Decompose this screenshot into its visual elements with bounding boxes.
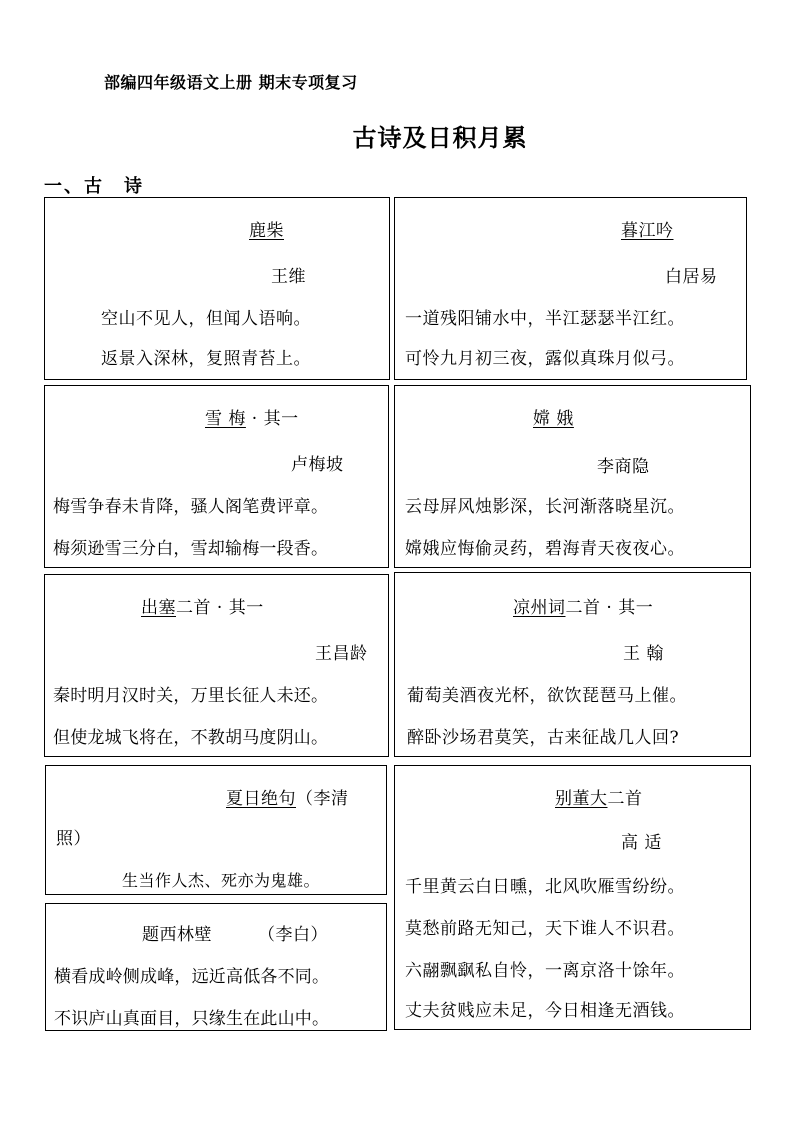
poem-box-liang-zhou-ci <box>394 572 751 757</box>
poem-line: 丈夫贫贱应未足，今日相逢无酒钱。 <box>405 1001 685 1021</box>
poem-line: 空山不见人，但闻人语响。 <box>101 309 311 329</box>
poem-line: 一道残阳铺水中，半江瑟瑟半江红。 <box>405 309 685 329</box>
poem-title-rest: （李清 <box>296 789 349 809</box>
poem-author: 高 适 <box>621 833 662 853</box>
poem-author: 卢梅坡 <box>291 455 344 475</box>
poem-line: 云母屏风烛影深，长河渐落晓星沉。 <box>405 497 685 517</box>
poem-title: 暮江吟 <box>621 221 674 241</box>
poem-box-mu-jiang-yin <box>394 197 747 380</box>
poem-title-main: 凉州词 <box>513 598 566 618</box>
poem-line: 返景入深林，复照青苔上。 <box>101 349 311 369</box>
poem-line: 梅须逊雪三分白，雪却输梅一段香。 <box>53 539 329 559</box>
poem-title-main: 出塞 <box>141 598 176 618</box>
poem-line: 嫦娥应悔偷灵药，碧海青天夜夜心。 <box>405 539 685 559</box>
poem-author: 王 翰 <box>623 644 664 664</box>
poem-line: 横看成岭侧成峰，远近高低各不同。 <box>54 967 330 987</box>
poem-author: 李商隐 <box>597 457 650 477</box>
poem-box-xia-ri-jue-ju <box>45 765 387 895</box>
poem-title-continued: 照） <box>56 829 91 849</box>
poem-title-main: 雪 梅 <box>205 409 246 429</box>
poem-author: 白居易 <box>665 267 718 287</box>
poem-line: 生当作人杰、死亦为鬼雄。 <box>122 871 321 890</box>
poem-title-rest: 二首 · 其一 <box>565 598 654 618</box>
document-header: 部编四年级语文上册 期末专项复习 <box>104 73 358 92</box>
poem-line: 葡萄美酒夜光杯，欲饮琵琶马上催。 <box>407 686 687 706</box>
poem-line: 秦时明月汉时关，万里长征人未还。 <box>53 686 329 706</box>
poem-author: 王昌龄 <box>315 644 368 664</box>
poem-author: 王维 <box>271 267 306 287</box>
section-heading: 一、古 诗 <box>44 176 144 197</box>
poem-title <box>205 404 299 429</box>
poem-title: 鹿柴 <box>249 221 284 241</box>
poem-line: 不识庐山真面目，只缘生在此山中。 <box>54 1009 330 1029</box>
poem-box-bie-dong-da <box>394 765 751 1030</box>
poem-title: 题西林壁 <box>142 925 212 945</box>
poem-title-main: 夏日绝句 <box>226 789 296 809</box>
poem-box-xue-mei <box>44 385 389 568</box>
page-title: 古诗及日积月累 <box>352 123 528 152</box>
poem-line: 醉卧沙场君莫笑，古来征战几人回? <box>407 728 680 748</box>
poem-box-chu-sai <box>44 574 389 757</box>
poem-title-rest: 二首 · 其一 <box>176 598 264 618</box>
poem-title: 嫦 娥 <box>533 409 574 429</box>
poem-title-main: 别董大 <box>555 789 608 809</box>
poem-box-chang-e <box>394 385 751 568</box>
poem-line: 可怜九月初三夜，露似真珠月似弓。 <box>405 349 685 369</box>
poem-box-ti-xi-lin-bi <box>45 903 387 1031</box>
poem-line: 六翮飘飖私自怜，一离京洛十馀年。 <box>405 961 685 981</box>
poem-title <box>141 593 264 618</box>
poem-line: 梅雪争春未肯降，骚人阁笔费评章。 <box>53 497 329 517</box>
poem-box-lu-zhai <box>44 197 390 380</box>
poem-title <box>513 593 653 618</box>
poem-title <box>555 784 643 809</box>
poem-title <box>226 784 349 809</box>
poem-line: 千里黄云白日曛，北风吹雁雪纷纷。 <box>405 877 685 897</box>
poem-title-rest: · 其一 <box>245 409 299 429</box>
poem-line: 但使龙城飞将在，不教胡马度阴山。 <box>53 728 329 748</box>
poem-author: （李白） <box>258 925 328 945</box>
poem-line: 莫愁前路无知己，天下谁人不识君。 <box>405 919 685 939</box>
poem-title-rest: 二首 <box>607 789 643 809</box>
